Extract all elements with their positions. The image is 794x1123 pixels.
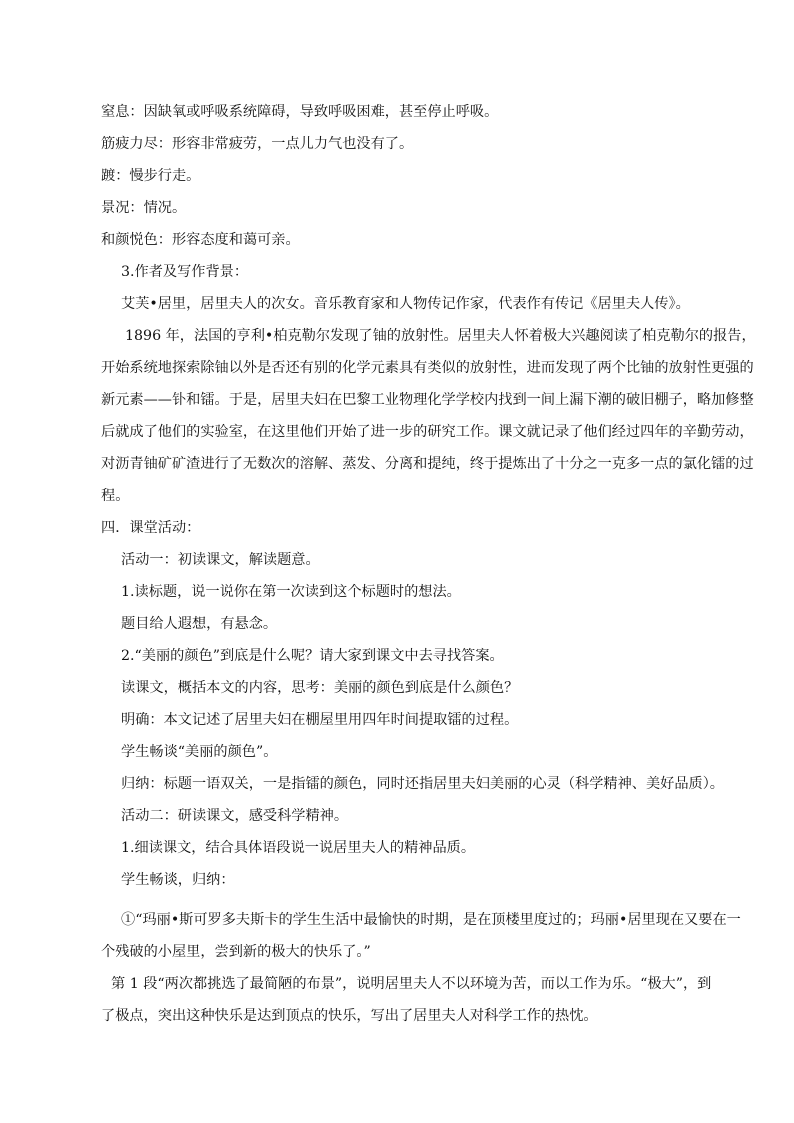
vocab-heyanyuese: 和颜悦色：形容态度和蔼可亲。: [101, 232, 300, 248]
question-one: 1.读标题，说一说你在第一次读到这个标题时的想法。: [121, 584, 461, 600]
author-intro: 艾芙•居里，居里夫人的次女。音乐教育家和人物传记作家，代表作有传记《居里夫人传》。: [121, 296, 690, 312]
vocab-duo: 踱：慢步行走。: [101, 168, 201, 184]
clarification: 明确：本文记述了居里夫妇在棚屋里用四年时间提取镭的过程。: [121, 712, 519, 728]
background-line: 后就成了他们的实验室，在这里他们开始了进一步的研究工作。课文就记录了他们经过四年的辛勤劳动，: [101, 424, 754, 440]
question-three: 1.细读课文，结合具体语段说一说居里夫人的精神品质。: [121, 840, 476, 856]
activity-two-title: 活动二：研读课文，感受科学精神。: [121, 808, 349, 824]
student-discussion-summary: 学生畅谈，归纳：: [121, 872, 235, 888]
background-line: 新元素——钋和镭。于是，居里夫妇在巴黎工业物理化学学校内找到一间上漏下潮的破旧棚子，略加修整: [101, 392, 754, 408]
analysis-line: 第 1 段“两次都挑选了最简陋的布景”，说明居里夫人不以环境为苦，而以工作为乐。“极大”，到: [111, 976, 712, 992]
vocab-jingkuang: 景况：情况。: [101, 200, 187, 216]
vocab-jinpilijin: 筋疲力尽：形容非常疲劳，一点儿力气也没有了。: [101, 136, 414, 152]
background-line: 对沥青铀矿矿渣进行了无数次的溶解、蒸发、分离和提纯，终于提炼出了十分之一克多一点的氯化镭的过: [101, 456, 754, 472]
activity-one-title: 活动一：初读课文，解读题意。: [121, 552, 320, 568]
background-line: 开始系统地探索除铀以外是否还有别的化学元素具有类似的放射性，进而发现了两个比铀的放射性更强的: [101, 360, 754, 376]
background-line: 程。: [101, 488, 130, 504]
section-heading-author: 3.作者及写作背景：: [121, 264, 249, 280]
question-two: 2.“美丽的颜色”到底是什么呢？请大家到课文中去寻找答案。: [121, 648, 504, 664]
background-line: 1896 年，法国的亨利•柏克勒尔发现了铀的放射性。居里夫人怀着极大兴趣阅读了柏克勒尔的报告，: [125, 328, 756, 344]
reading-task: 读课文，概括本文的内容，思考：美丽的颜色到底是什么颜色？: [121, 680, 519, 696]
answer-one: 题目给人遐想，有悬念。: [121, 616, 278, 632]
analysis-line: 了极点，突出这种快乐是达到顶点的快乐，写出了居里夫人对科学工作的热忱。: [101, 1008, 598, 1024]
quote-line: ①“玛丽•斯可罗多夫斯卡的学生生活中最愉快的时期，是在顶楼里度过的；玛丽•居里现在又要在一: [121, 912, 741, 928]
summary: 归纳：标题一语双关，一是指镭的颜色，同时还指居里夫妇美丽的心灵（科学精神、美好品质）。: [121, 776, 724, 792]
student-discussion: 学生畅谈“美丽的颜色”。: [121, 744, 278, 760]
vocab-zhixi: 窒息：因缺氧或呼吸系统障碍，导致呼吸困难，甚至停止呼吸。: [101, 104, 499, 120]
section-heading-activities: 四．课堂活动：: [101, 520, 201, 536]
quote-line: 个残破的小屋里，尝到新的极大的快乐了。”: [101, 944, 371, 960]
